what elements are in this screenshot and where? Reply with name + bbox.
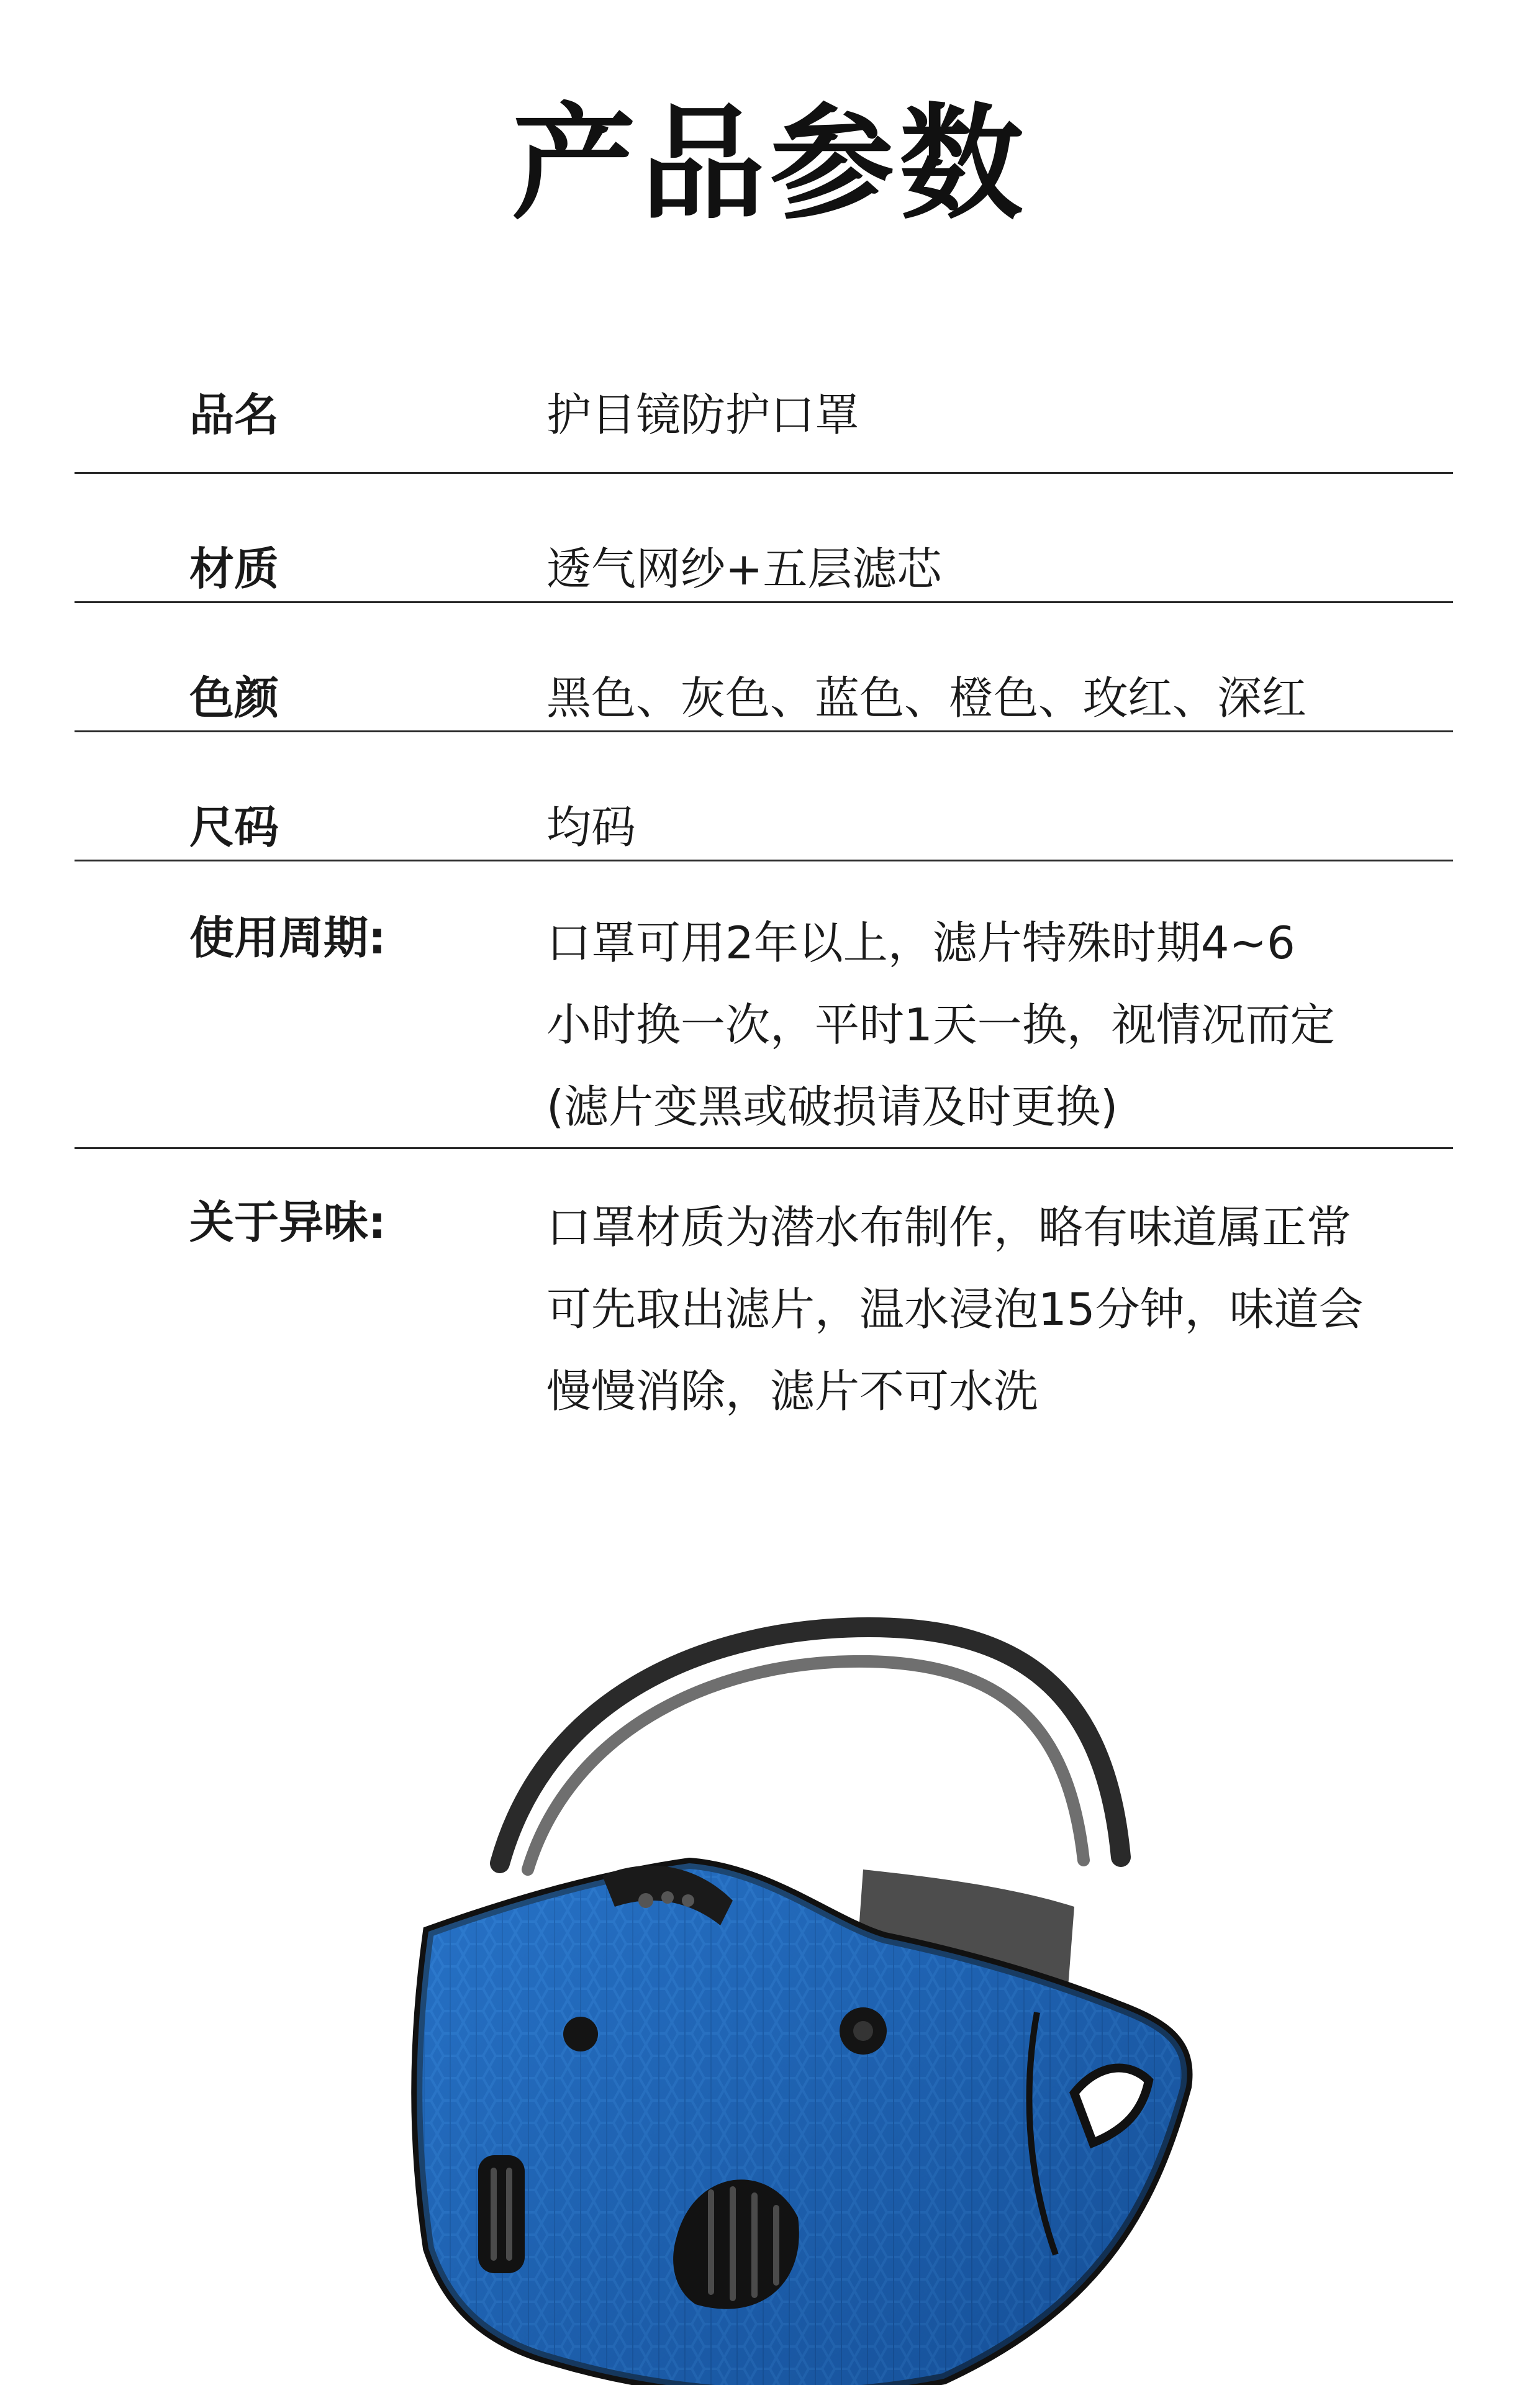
spec-value-usage-period-line-3: (滤片变黑或破损请及时更换) — [546, 1081, 1118, 1133]
spec-label-usage-period: 使用周期: — [189, 912, 386, 964]
spec-table — [75, 348, 1453, 1429]
spec-value-odor-line-3: 慢慢消除，滤片不可水洗 — [546, 1365, 1039, 1417]
spec-label-color: 色颜 — [189, 672, 279, 724]
spec-value-name-line-1: 护目镜防护口罩 — [546, 389, 860, 441]
spec-row-material — [75, 474, 1453, 603]
spec-row-usage-period — [75, 861, 1453, 1149]
spec-value-color-line-1: 黑色、灰色、蓝色、橙色、玫红、深红 — [546, 672, 1307, 724]
spec-label-size: 尺码 — [189, 801, 279, 853]
mask-with-visor-icon — [385, 1609, 1242, 2385]
spec-value-usage-period-line-2: 小时换一次，平时1天一换，视情况而定 — [546, 999, 1335, 1051]
spec-value-material — [546, 474, 1453, 601]
spec-label-material: 材质 — [189, 543, 279, 595]
spec-value-size-line-1: 均码 — [546, 801, 636, 853]
spec-row-odor — [75, 1149, 1453, 1429]
spec-value-odor-line-1: 口罩材质为潜水布制作，略有味道属正常 — [546, 1201, 1352, 1253]
spec-value-material-line-1: 透气网纱+五层滤芯 — [546, 543, 942, 595]
spec-value-color — [546, 603, 1453, 730]
spec-value-usage-period-line-1: 口罩可用2年以上，滤片特殊时期4~6 — [546, 917, 1295, 969]
spec-value-name — [546, 348, 1453, 472]
spec-row-color — [75, 603, 1453, 732]
spec-value-usage-period — [546, 861, 1453, 1147]
spec-value-size — [546, 732, 1453, 860]
spec-value-odor — [546, 1149, 1453, 1429]
spec-label-odor: 关于异味: — [189, 1196, 386, 1248]
page-title: 产品参数 — [511, 92, 1028, 237]
spec-label-name: 品名 — [189, 389, 279, 441]
spec-value-odor-line-2: 可先取出滤片，温水浸泡15分钟，味道会 — [546, 1283, 1364, 1335]
spec-row-size — [75, 732, 1453, 861]
spec-row-name — [75, 348, 1453, 474]
